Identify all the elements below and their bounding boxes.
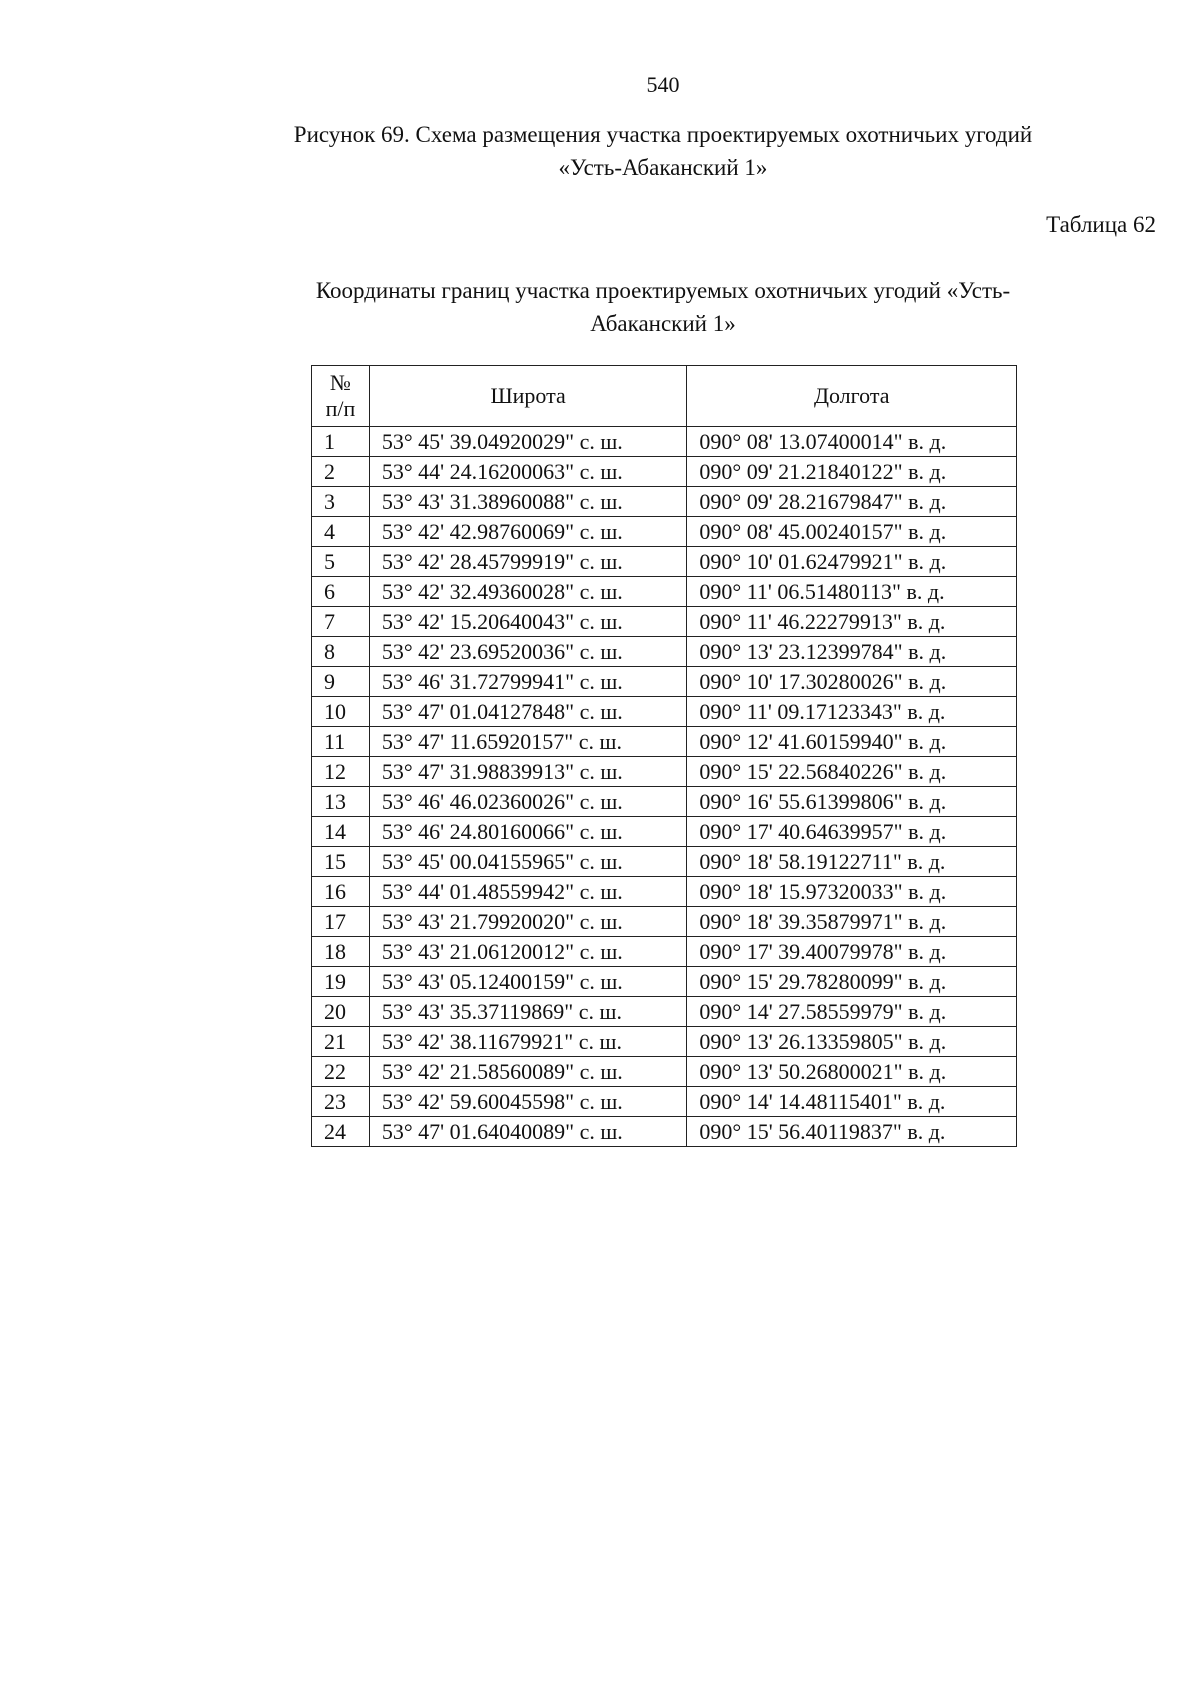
cell-number: 19 (312, 967, 370, 997)
cell-latitude: 53° 42' 15.20640043" с. ш. (369, 607, 687, 637)
table-title-line-2: Абаканский 1» (590, 311, 736, 336)
page-number: 540 (646, 72, 680, 97)
cell-number: 24 (312, 1117, 370, 1147)
table-row (312, 487, 1017, 517)
cell-latitude: 53° 47' 01.04127848" с. ш. (369, 697, 687, 727)
table-row (312, 727, 1017, 757)
cell-number: 18 (312, 937, 370, 967)
cell-latitude: 53° 42' 42.98760069" с. ш. (369, 517, 687, 547)
cell-latitude: 53° 46' 31.72799941" с. ш. (369, 667, 687, 697)
cell-longitude: 090° 18' 15.97320033" в. д. (687, 877, 1017, 907)
cell-longitude: 090° 17' 40.64639957" в. д. (687, 817, 1017, 847)
table-number: Таблица 62 (1046, 212, 1156, 237)
cell-number: 4 (312, 517, 370, 547)
cell-latitude: 53° 42' 32.49360028" с. ш. (369, 577, 687, 607)
cell-latitude: 53° 44' 01.48559942" с. ш. (369, 877, 687, 907)
cell-longitude: 090° 11' 06.51480113" в. д. (687, 577, 1017, 607)
cell-latitude: 53° 47' 31.98839913" с. ш. (369, 757, 687, 787)
cell-number: 8 (312, 637, 370, 667)
figure-caption-line-1: Рисунок 69. Схема размещения участка проектируемых охотничьих угодий (293, 122, 1033, 147)
table-row (312, 907, 1017, 937)
cell-number: 14 (312, 817, 370, 847)
table-row (312, 1027, 1017, 1057)
cell-longitude: 090° 15' 29.78280099" в. д. (687, 967, 1017, 997)
cell-latitude: 53° 42' 59.60045598" с. ш. (369, 1087, 687, 1117)
cell-number: 5 (312, 547, 370, 577)
table-row (312, 547, 1017, 577)
cell-number: 15 (312, 847, 370, 877)
header-number-symbol: № (329, 370, 351, 395)
cell-number: 6 (312, 577, 370, 607)
cell-latitude: 53° 42' 28.45799919" с. ш. (369, 547, 687, 577)
table-row (312, 757, 1017, 787)
table-title-line-1: Координаты границ участка проектируемых охотничьих угодий «Усть- (315, 278, 1011, 303)
cell-number: 16 (312, 877, 370, 907)
table-row (312, 997, 1017, 1027)
table-row (312, 637, 1017, 667)
cell-number: 12 (312, 757, 370, 787)
cell-number: 7 (312, 607, 370, 637)
table-row (312, 817, 1017, 847)
cell-number: 17 (312, 907, 370, 937)
cell-number: 10 (312, 697, 370, 727)
table-row (312, 667, 1017, 697)
table-title (250, 274, 1076, 340)
cell-latitude: 53° 45' 00.04155965" с. ш. (369, 847, 687, 877)
cell-latitude: 53° 46' 24.80160066" с. ш. (369, 817, 687, 847)
cell-number: 9 (312, 667, 370, 697)
cell-longitude: 090° 18' 58.19122711" в. д. (687, 847, 1017, 877)
cell-latitude: 53° 45' 39.04920029" с. ш. (369, 427, 687, 457)
table-row (312, 577, 1017, 607)
cell-longitude: 090° 09' 21.21840122" в. д. (687, 457, 1017, 487)
table-row (312, 937, 1017, 967)
table-row (312, 787, 1017, 817)
cell-latitude: 53° 42' 38.11679921" с. ш. (369, 1027, 687, 1057)
table-row (312, 517, 1017, 547)
header-number-abbrev: п/п (325, 396, 356, 421)
cell-latitude: 53° 43' 21.06120012" с. ш. (369, 937, 687, 967)
table-row (312, 457, 1017, 487)
cell-number: 1 (312, 427, 370, 457)
table-row (312, 877, 1017, 907)
table-row (312, 697, 1017, 727)
table-row (312, 1057, 1017, 1087)
table-row (312, 1087, 1017, 1117)
cell-longitude: 090° 11' 09.17123343" в. д. (687, 697, 1017, 727)
cell-number: 11 (312, 727, 370, 757)
table-header-row (312, 366, 1017, 427)
cell-latitude: 53° 47' 11.65920157" с. ш. (369, 727, 687, 757)
cell-number: 3 (312, 487, 370, 517)
cell-latitude: 53° 43' 21.79920020" с. ш. (369, 907, 687, 937)
cell-number: 13 (312, 787, 370, 817)
cell-longitude: 090° 10' 01.62479921" в. д. (687, 547, 1017, 577)
cell-number: 20 (312, 997, 370, 1027)
cell-longitude: 090° 13' 26.13359805" в. д. (687, 1027, 1017, 1057)
cell-number: 23 (312, 1087, 370, 1117)
cell-latitude: 53° 44' 24.16200063" с. ш. (369, 457, 687, 487)
cell-latitude: 53° 47' 01.64040089" с. ш. (369, 1117, 687, 1147)
cell-latitude: 53° 42' 23.69520036" с. ш. (369, 637, 687, 667)
cell-number: 22 (312, 1057, 370, 1087)
cell-latitude: 53° 43' 35.37119869" с. ш. (369, 997, 687, 1027)
table-row (312, 1117, 1017, 1147)
cell-longitude: 090° 11' 46.22279913" в. д. (687, 607, 1017, 637)
figure-caption (200, 118, 1126, 184)
table-row (312, 967, 1017, 997)
cell-longitude: 090° 15' 22.56840226" в. д. (687, 757, 1017, 787)
header-number (312, 366, 370, 427)
cell-longitude: 090° 10' 17.30280026" в. д. (687, 667, 1017, 697)
coordinates-table (311, 365, 1017, 1147)
cell-latitude: 53° 43' 31.38960088" с. ш. (369, 487, 687, 517)
cell-longitude: 090° 14' 14.48115401" в. д. (687, 1087, 1017, 1117)
table-row (312, 427, 1017, 457)
cell-latitude: 53° 46' 46.02360026" с. ш. (369, 787, 687, 817)
figure-caption-line-2: «Усть-Абаканский 1» (558, 155, 768, 180)
cell-latitude: 53° 42' 21.58560089" с. ш. (369, 1057, 687, 1087)
cell-longitude: 090° 13' 50.26800021" в. д. (687, 1057, 1017, 1087)
table-row (312, 847, 1017, 877)
cell-number: 21 (312, 1027, 370, 1057)
cell-longitude: 090° 18' 39.35879971" в. д. (687, 907, 1017, 937)
cell-longitude: 090° 15' 56.40119837" в. д. (687, 1117, 1017, 1147)
cell-longitude: 090° 13' 23.12399784" в. д. (687, 637, 1017, 667)
cell-longitude: 090° 16' 55.61399806" в. д. (687, 787, 1017, 817)
cell-number: 2 (312, 457, 370, 487)
cell-longitude: 090° 12' 41.60159940" в. д. (687, 727, 1017, 757)
cell-longitude: 090° 17' 39.40079978" в. д. (687, 937, 1017, 967)
cell-longitude: 090° 14' 27.58559979" в. д. (687, 997, 1017, 1027)
cell-longitude: 090° 08' 13.07400014" в. д. (687, 427, 1017, 457)
header-longitude: Долгота (687, 366, 1017, 427)
cell-longitude: 090° 08' 45.00240157" в. д. (687, 517, 1017, 547)
cell-latitude: 53° 43' 05.12400159" с. ш. (369, 967, 687, 997)
table-row (312, 607, 1017, 637)
cell-longitude: 090° 09' 28.21679847" в. д. (687, 487, 1017, 517)
header-latitude: Широта (369, 366, 687, 427)
coordinates-table-body (312, 427, 1017, 1147)
